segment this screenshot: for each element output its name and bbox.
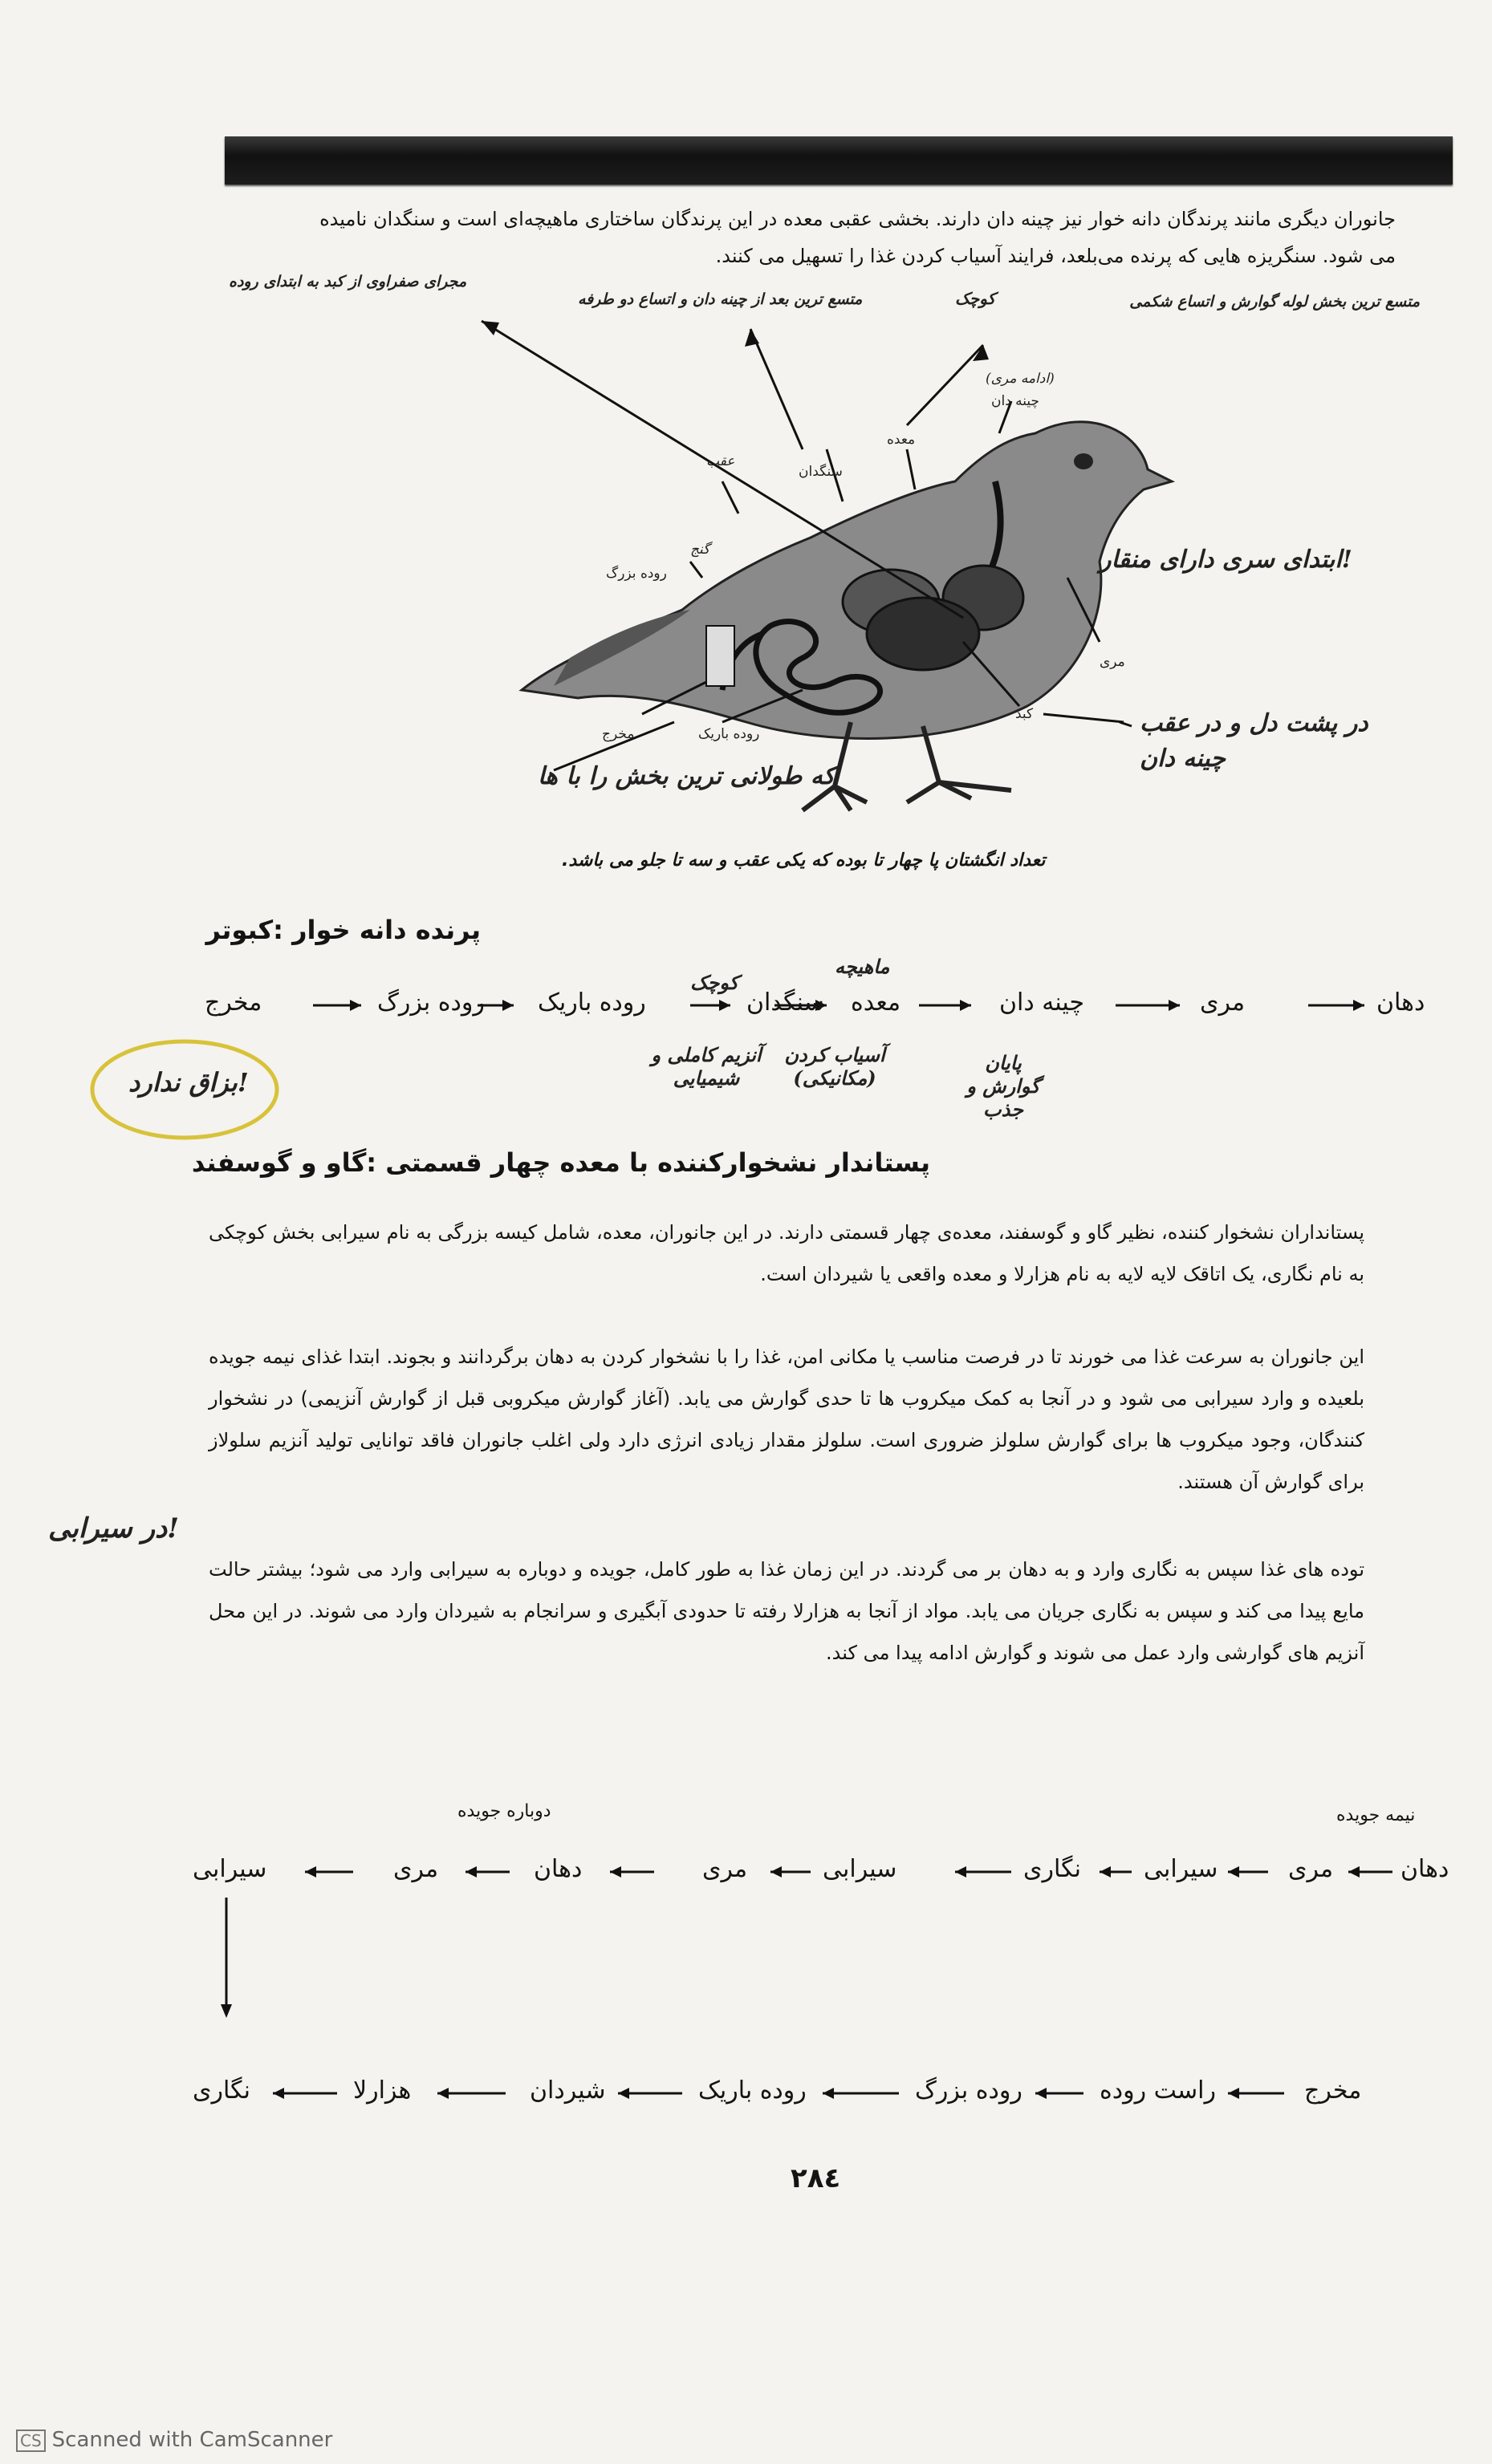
beak-note: ابتدای سری دارای منقار! [1100, 546, 1352, 574]
figure-caption: تعداد انگشتان پا چهار تا بوده که یکی عقب و سه تا جلو می باشد. [562, 850, 1046, 871]
flow2-row2-rectum: راست روده [1100, 2076, 1217, 2105]
flow1-mouth: دهان [1376, 988, 1425, 1017]
label-esophagus: مری [1100, 654, 1125, 670]
flow1-large-intestine: روده بزرگ [377, 988, 485, 1017]
note-no-saliva: بزاق ندارد! [128, 1067, 249, 1098]
flow2-row1-rumen-3: سیرابی [193, 1855, 267, 1883]
flow2-label-half-chewed: نیمه جویده [1336, 1805, 1416, 1825]
section2-title: پستاندار نشخوارکننده با معده چهار قسمتی :گاو و گوسفند [191, 1147, 930, 1178]
page-number: ۲۸٤ [791, 2162, 841, 2194]
flow2-row1-rumen: سیرابی [1144, 1855, 1218, 1883]
section2-paragraph-2: این جانوران به سرعت غذا می خورند تا در فرصت مناسب یا مکانی امن، غذا را با نشخوار کردن به دهان برگردانند و بجوند. ابتدا غذای نیمه جویده بلعیده و وارد سیرابی می شود و در آنجا به کمک میکروب ها تا حدی گوارش می یابد. (آغاز گوارش میکروبی قبل از گوارش آنزیمی) در نشخوار کنندگان، وجود میکروب ها برای گوارش سلولز ضروری است. سلولز مقدار زیادی انرژی دارد ولی اغلب جانوران فاقد توانایی تولید آنزیم سلولاز برای گوارش آن هستند. [209, 1346, 1364, 1493]
section1-title: پرنده دانه خوار :کبوتر [205, 915, 481, 945]
anno-bile-duct: مجرای صفراوی از کبد به ابتدای روده [229, 273, 467, 290]
label-crop: چینه دان [991, 393, 1040, 409]
label-small-intestine: روده باریک [698, 726, 760, 742]
flow1-cloaca: مخرج [205, 988, 262, 1017]
flow2-row2-abomasum: شیردان [530, 2076, 606, 2105]
flow2-row1-esophagus-2: مری [702, 1855, 748, 1883]
label-cloaca: مخرج [602, 726, 635, 742]
note-muscular: ماهیچه [835, 955, 890, 978]
anno-widest-after: متسع ترین بعد از چینه دان و اتساع دو طرفه [578, 290, 863, 308]
flow2-row2-small-intestine: روده باریک [698, 2076, 807, 2105]
flow1-crop: چینه دان [999, 988, 1084, 1017]
flow2-row2-large-intestine: روده بزرگ [915, 2076, 1022, 2105]
note-end-digestion: پایان گوارش و جذب [966, 1051, 1040, 1121]
flow2-row1-mouth: دهان [1401, 1855, 1449, 1883]
flow2-label-rechewed: دوباره جویده [457, 1801, 551, 1821]
diagram-arrowheads [482, 321, 989, 361]
note-mechanical: آسیاب کردن (مکانیکی) [784, 1043, 885, 1090]
flow2-row1-rumen-2: سیرابی [823, 1855, 897, 1883]
note-small: کوچک [690, 971, 739, 994]
footer-text: Scanned with CamScanner [51, 2428, 333, 2452]
flow2-row1-reticulum: نگاری [1023, 1855, 1082, 1883]
anno-widest-part: متسع ترین بخش لوله گوارش و اتساع شکمی [1129, 293, 1420, 311]
flow1-small-intestine: روده باریک [538, 988, 646, 1017]
intro-line-2: می شود. سنگریزه هایی که پرنده می‌بلعد، فرایند آسیاب کردن غذا را تسهیل می کنند. [715, 245, 1396, 267]
intro-line-1: جانوران دیگری مانند پرندگان دانه خوار نیز چینه دان دارند. بخشی عقبی معده در این پرندگان ساختاری ماهیچه‌ای است و سنگدان نامیده [319, 208, 1396, 230]
camscanner-logo: CS [16, 2429, 46, 2452]
longest-note: که طولانی ترین بخش را با ها [538, 762, 835, 790]
note-enzyme: آنزیم کاملی و شیمیایی [651, 1043, 762, 1090]
label-crop-note: (ادامه مری) [986, 371, 1055, 387]
crop-behind-note: در پشت دل و در عقب چینه دان [1140, 709, 1368, 773]
pigeon-illustration [522, 422, 1172, 810]
flow2-row2-omasum: هزارلا [353, 2076, 412, 2105]
flow1-esophagus: مری [1200, 988, 1246, 1017]
label-liver: کبد [1015, 706, 1034, 722]
section2-paragraph-1: پستانداران نشخوار کننده، نظیر گاو و گوسفند، معده‌ی چهار قسمتی دارند. در این جانوران، معده، شامل کیسه بزرگی به نام سیرابی بخش کوچکی به نام نگاری، یک اتاقک لایه لایه به نام هزارلا و معده واقعی یا شیردان است. [209, 1221, 1364, 1285]
flow2-row1-mouth-2: دهان [534, 1855, 583, 1883]
scanner-footer [16, 2428, 332, 2452]
flow1-stomach: معده [851, 988, 901, 1017]
flow2-row2-anus: مخرج [1304, 2076, 1362, 2105]
flow2-row2-reticulum: نگاری [193, 2076, 251, 2105]
flow2-row1-esophagus-3: مری [393, 1855, 439, 1883]
section2-paragraph-3: توده های غذا سپس به نگاری وارد و به دهان بر می گردند. در این زمان غذا به طور کامل، جویده و دوباره به سیرابی وارد می شود؛ بیشتر حالت مایع پیدا می کند و سپس به نگاری جریان می یابد. مواد از آنجا به هزارلا رفته تا حدودی آبگیری و سرانجام به شیردان وارد می شوند. در این محل آنزیم های گوارشی وارد عمل می شوند و گوارش ادامه پیدا می کند. [209, 1558, 1364, 1664]
flow1-gizzard: سنگدان [746, 988, 824, 1017]
label-gizzard-note: عقب [706, 453, 735, 469]
label-large-intestine-note: گنج [690, 542, 710, 558]
anno-small: کوچک [955, 289, 996, 308]
flow2-down-arrowhead [221, 2004, 232, 2018]
label-large-intestine: روده بزرگ [606, 566, 667, 582]
flow2-row1-esophagus: مری [1288, 1855, 1334, 1883]
label-stomach: معده [887, 432, 916, 448]
margin-note-rumen: در سیرابی! [48, 1512, 180, 1545]
label-gizzard: سنگدان [799, 464, 843, 480]
